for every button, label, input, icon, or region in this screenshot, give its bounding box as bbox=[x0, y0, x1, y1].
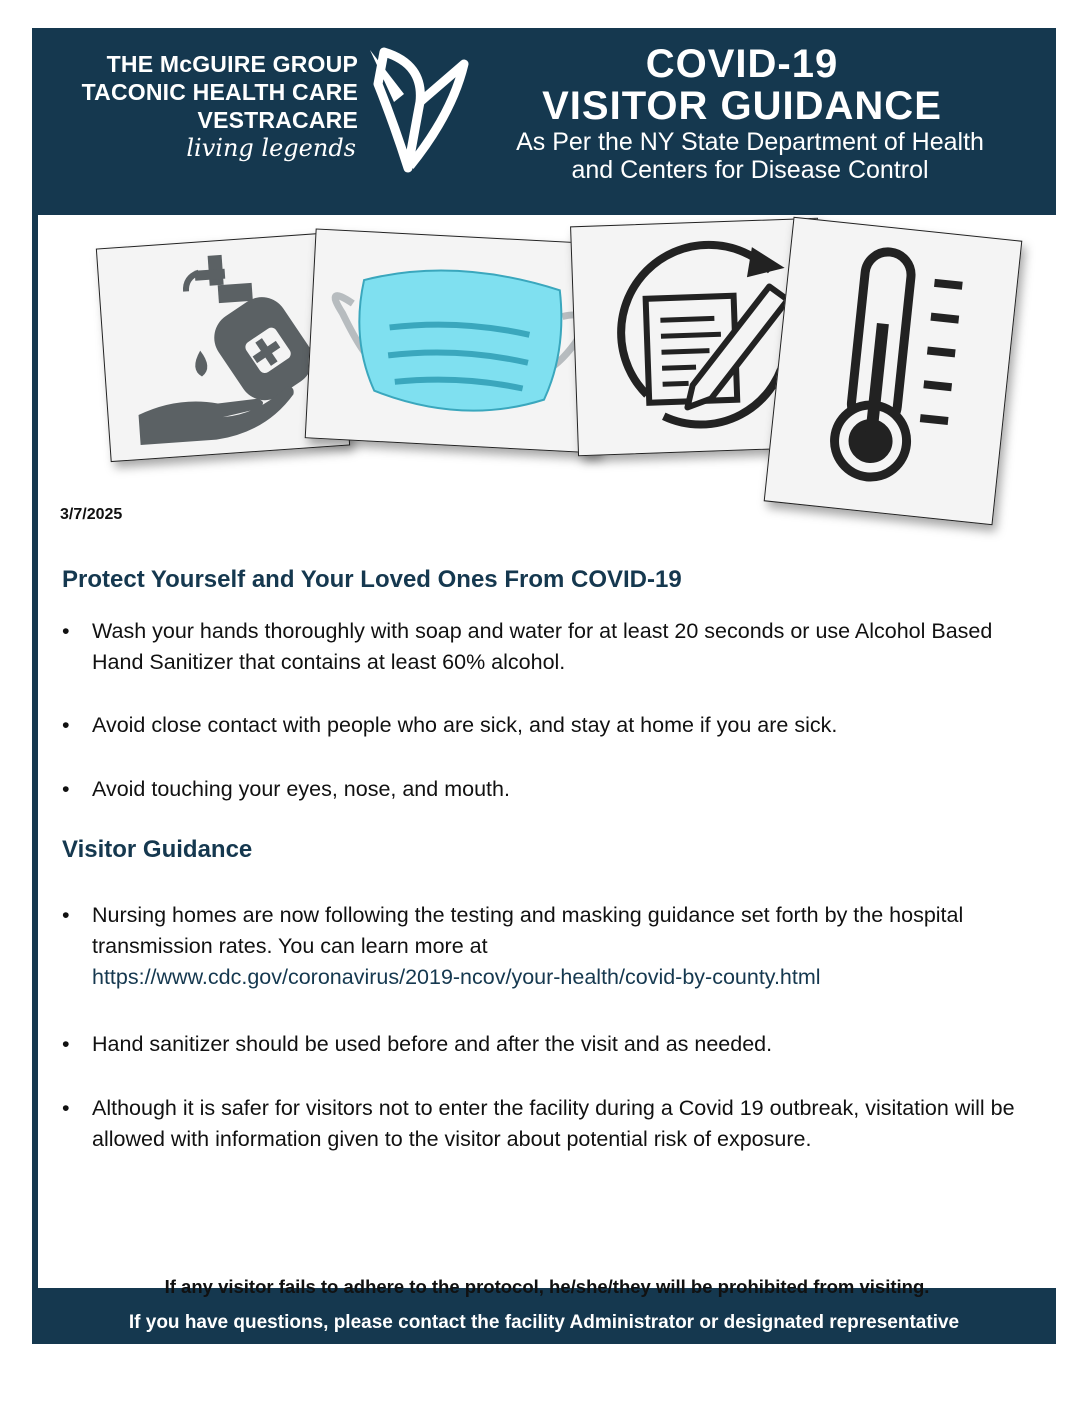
bullet-marker: • bbox=[62, 619, 70, 643]
bullet-marker: • bbox=[62, 777, 70, 801]
bullet-marker: • bbox=[62, 713, 70, 737]
list-item bbox=[62, 710, 1022, 741]
face-mask-card bbox=[305, 228, 610, 453]
document-date: 3/7/2025 bbox=[60, 506, 123, 523]
thermometer-icon bbox=[765, 218, 1021, 524]
list-item-text: Avoid close contact with people who are sick, and stay at home if you are sick. bbox=[92, 713, 838, 737]
title-visitor-guidance: VISITOR GUIDANCE bbox=[542, 84, 942, 128]
bullet-marker: • bbox=[62, 903, 70, 927]
tagline: living legends bbox=[186, 134, 356, 162]
protocol-warning: If any visitor fails to adhere to the protocol, he/she/they will be prohibited from visiting. bbox=[164, 1276, 930, 1297]
list-item-text: Although it is safer for visitors not to enter the facility during a Covid 19 outbreak, visitation will be allowed with information given to the visitor about potential risk of exposure. bbox=[92, 1096, 1015, 1151]
list-item bbox=[62, 1029, 1022, 1060]
list-item-text: Avoid touching your eyes, nose, and mouth. bbox=[92, 777, 510, 801]
cdc-link[interactable]: https://www.cdc.gov/coronavirus/2019-ncov/your-health/covid-by-county.html bbox=[92, 965, 821, 989]
footer-contact: If you have questions, please contact the facility Administrator or designated representative bbox=[128, 1312, 960, 1333]
list-item bbox=[62, 774, 1022, 805]
list-item bbox=[62, 900, 1022, 993]
section-heading-protect: Protect Yourself and Your Loved Ones From COVID-19 bbox=[62, 566, 682, 593]
list-item-text: Nursing homes are now following the testing and masking guidance set forth by the hospital transmission rates. You can learn more at bbox=[92, 903, 964, 958]
org-name-mcguire: THE McGUIRE GROUP bbox=[106, 51, 358, 77]
list-item-content bbox=[92, 900, 1022, 993]
list-item-text: Hand sanitizer should be used before and after the visit and as needed. bbox=[92, 1032, 773, 1056]
bullet-marker: • bbox=[62, 1096, 70, 1120]
org-name-vestracare: VESTRACARE bbox=[197, 107, 358, 133]
subtitle-line1: As Per the NY State Department of Health bbox=[516, 128, 984, 156]
section-heading-visitor-guidance: Visitor Guidance bbox=[62, 836, 253, 863]
org-name-taconic: TACONIC HEALTH CARE bbox=[81, 79, 358, 105]
list-item bbox=[62, 616, 1022, 678]
list-item-text: Wash your hands thoroughly with soap and water for at least 20 seconds or use Alcohol Based Hand Sanitizer that contains at least 60% alcohol. bbox=[92, 619, 993, 674]
face-mask-icon bbox=[306, 230, 608, 453]
title-covid: COVID-19 bbox=[645, 42, 839, 86]
subtitle-line2: and Centers for Disease Control bbox=[571, 156, 929, 184]
bullet-marker: • bbox=[62, 1032, 70, 1056]
list-item bbox=[62, 1093, 1022, 1155]
thermometer-card bbox=[764, 217, 1023, 525]
